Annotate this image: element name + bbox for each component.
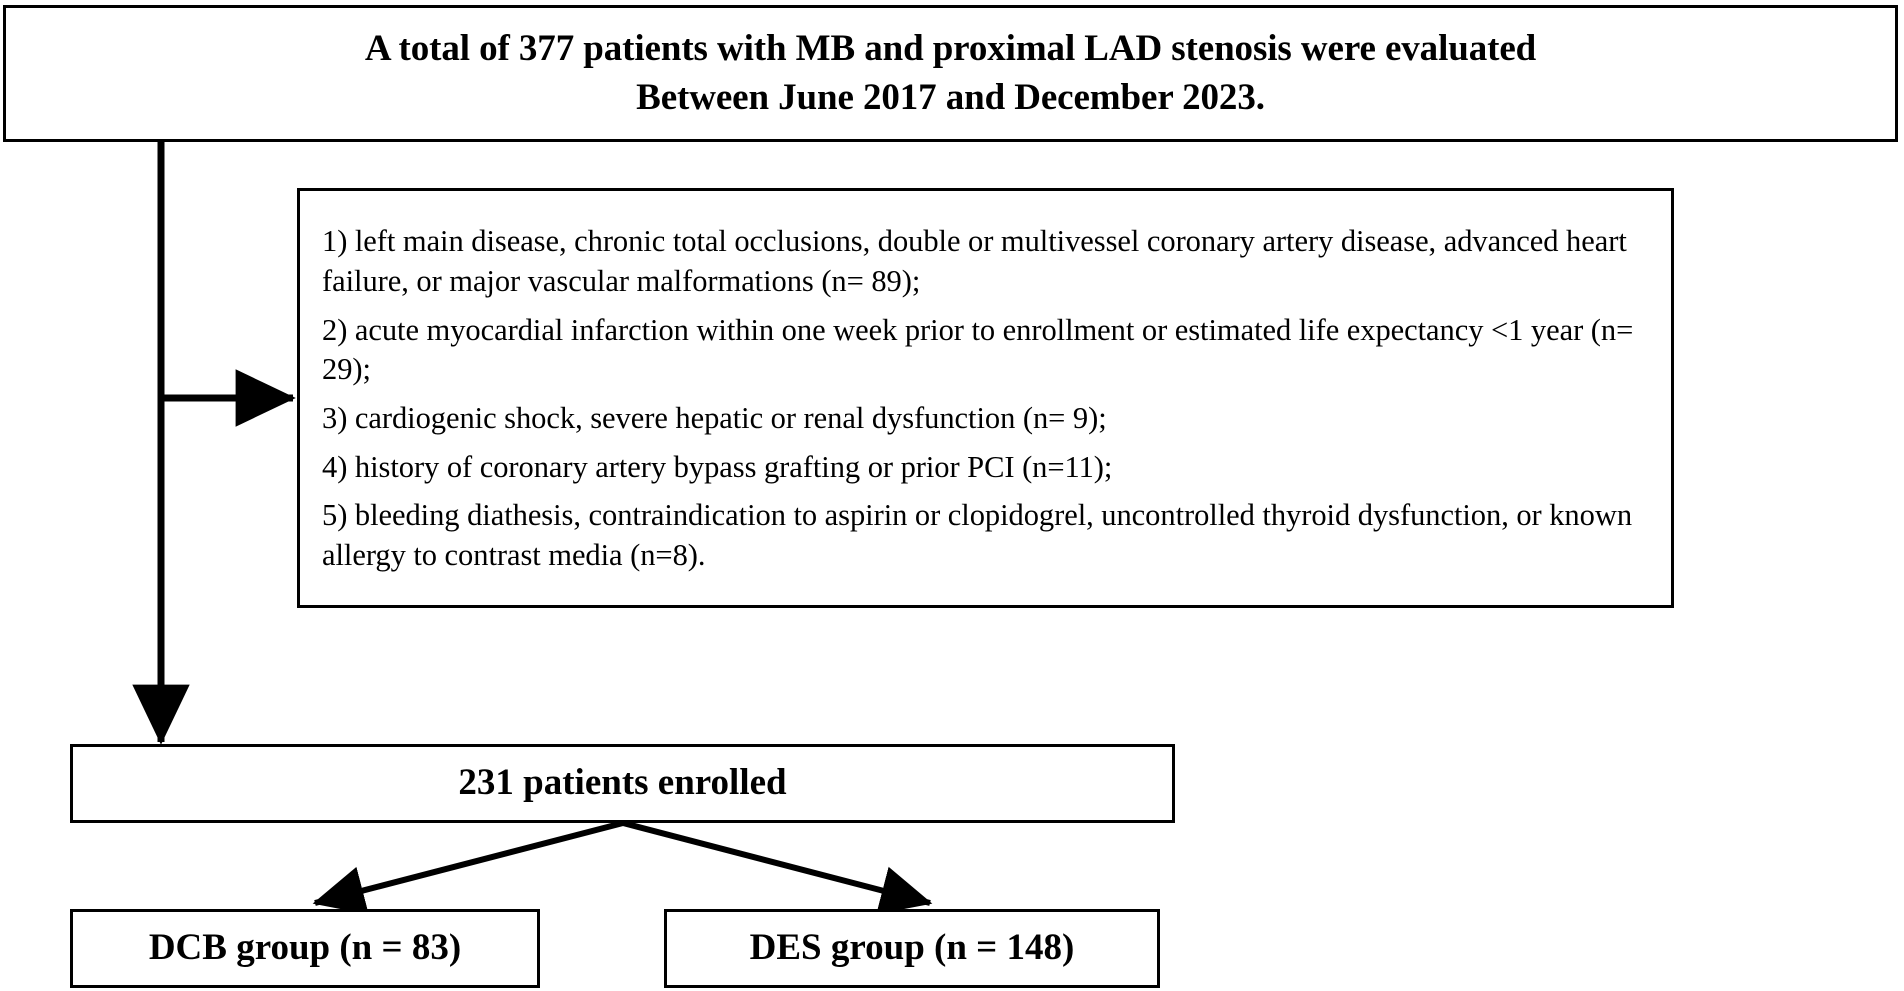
exclusion-item-4: 4) history of coronary artery bypass grafting or prior PCI (n=11); — [322, 449, 1113, 484]
exclusion-item-3: 3) cardiogenic shock, severe hepatic or renal dysfunction (n= 9); — [322, 401, 1107, 435]
exclusion-item-1: 1) left main disease, chronic total occlusions, double or multivessel coronary artery disease, advanced heart failure, or major vascular malformations (n= 89); — [322, 224, 1627, 299]
connector-arm-dcb-arrow — [315, 823, 623, 903]
screened-population-text — [341, 25, 1560, 123]
exclusion-item-2: 2) acute myocardial infarction within one week prior to enrollment or estimated life expectancy <1 year (n= 29); — [322, 312, 1634, 387]
screened-line-1: A total of 377 patients with MB and proximal LAD stenosis were evaluated — [364, 27, 1537, 69]
exclusion-item-5: 5) bleeding diathesis, contraindication to aspirin or clopidogrel, uncontrolled thyroid dysfunction, or known allergy to contrast media (n=8). — [322, 498, 1633, 572]
enrolled-patients-box — [70, 744, 1175, 823]
arm-box-des — [664, 909, 1160, 988]
enrolled-patients-label: 231 patients enrolled — [458, 762, 787, 804]
connector-arm-des-arrow — [623, 823, 930, 903]
arm-box-dcb — [70, 909, 540, 988]
screened-line-2: Between June 2017 and December 2023. — [636, 76, 1265, 118]
screened-population-box — [3, 5, 1898, 142]
arm-label-des: DES group (n = 148) — [749, 927, 1075, 969]
arm-label-dcb: DCB group (n = 83) — [148, 927, 462, 969]
exclusion-criteria-box — [297, 188, 1674, 608]
